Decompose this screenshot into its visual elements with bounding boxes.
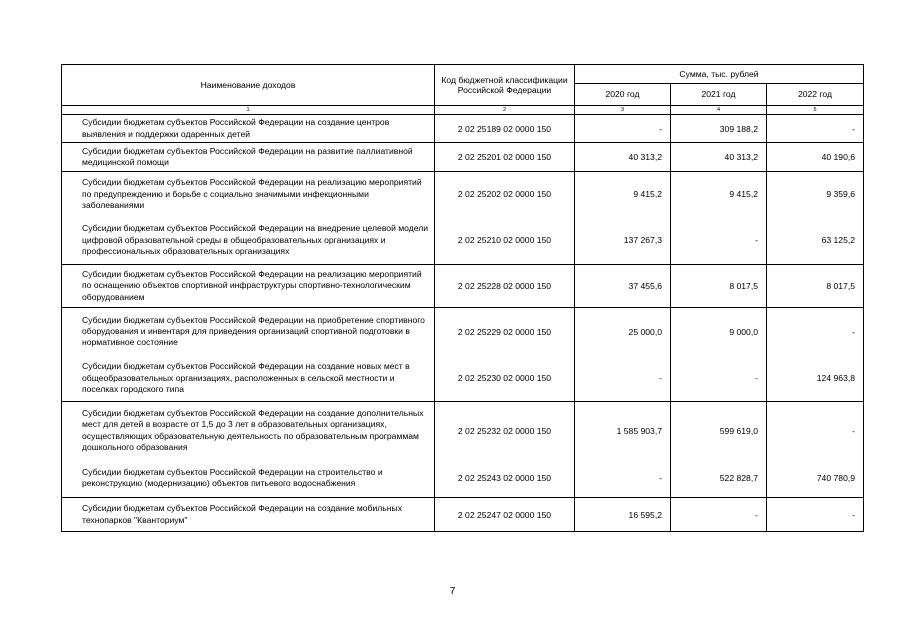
row-code: 2 02 25230 02 0000 150 [435, 356, 575, 402]
col-number-1: 1 [62, 106, 435, 115]
row-2021: - [671, 217, 767, 265]
row-2021: 522 828,7 [671, 460, 767, 498]
row-code: 2 02 25229 02 0000 150 [435, 308, 575, 356]
col-number-5: 5 [767, 106, 864, 115]
table-row [62, 115, 864, 143]
table-row [62, 356, 864, 402]
table-row [62, 265, 864, 308]
table-row [62, 143, 864, 172]
row-code: 2 02 25210 02 0000 150 [435, 217, 575, 265]
row-2020: 40 313,2 [575, 143, 671, 172]
header-name-col: Наименование доходов [62, 65, 435, 106]
row-2022: 63 125,2 [767, 217, 864, 265]
row-code: 2 02 25243 02 0000 150 [435, 460, 575, 498]
row-code: 2 02 25189 02 0000 150 [435, 115, 575, 143]
table-row [62, 460, 864, 498]
row-2022: - [767, 308, 864, 356]
row-2020: 25 000,0 [575, 308, 671, 356]
row-name: Субсидии бюджетам субъектов Российской Федерации на создание новых мест в общеобразовательных организациях, расположенных в сельской местности и поселках городского типа [62, 356, 435, 402]
row-2021: - [671, 356, 767, 402]
row-name: Субсидии бюджетам субъектов Российской Федерации на реализацию мероприятий по предупреждению и борьбе с социально значимыми инфекционными заболеваниями [62, 172, 435, 217]
header-row-top [62, 65, 864, 84]
row-name: Субсидии бюджетам субъектов Российской Федерации на строительство и реконструкцию (модернизацию) объектов питьевого водоснабжения [62, 460, 435, 498]
row-code: 2 02 25201 02 0000 150 [435, 143, 575, 172]
row-2020: 37 455,6 [575, 265, 671, 308]
row-name: Субсидии бюджетам субъектов Российской Федерации на приобретение спортивного оборудования и инвентаря для приведения организаций спортивной подготовки в нормативное состояние [62, 308, 435, 356]
row-name: Субсидии бюджетам субъектов Российской Федерации на развитие паллиативной медицинской помощи [62, 143, 435, 172]
row-2022: 9 359,6 [767, 172, 864, 217]
row-2020: 1 585 903,7 [575, 402, 671, 460]
row-2020: 137 267,3 [575, 217, 671, 265]
row-2021: 9 000,0 [671, 308, 767, 356]
header-year-2020: 2020 год [575, 84, 671, 106]
row-2021: 9 415,2 [671, 172, 767, 217]
table-row [62, 217, 864, 265]
row-2021: - [671, 498, 767, 532]
row-2020: 16 595,2 [575, 498, 671, 532]
row-code: 2 02 25228 02 0000 150 [435, 265, 575, 308]
col-number-2: 2 [435, 106, 575, 115]
column-number-row [62, 106, 864, 115]
header-code-col: Код бюджетной классификации Российской Федерации [435, 65, 575, 106]
page-number: 7 [449, 586, 456, 597]
table-row [62, 498, 864, 532]
row-2021: 599 619,0 [671, 402, 767, 460]
row-name: Субсидии бюджетам субъектов Российской Федерации на создание мобильных технопарков "Кванториум" [62, 498, 435, 532]
row-code: 2 02 25232 02 0000 150 [435, 402, 575, 460]
row-name: Субсидии бюджетам субъектов Российской Федерации на внедрение целевой модели цифровой образовательной среды в общеобразовательных организациях и профессиональных образовательных организациях [62, 217, 435, 265]
col-number-3: 3 [575, 106, 671, 115]
row-name: Субсидии бюджетам субъектов Российской Федерации на создание центров выявления и поддержки одаренных детей [62, 115, 435, 143]
header-sum-col: Сумма, тыс. рублей [575, 65, 864, 84]
row-2022: 40 190,6 [767, 143, 864, 172]
row-2021: 40 313,2 [671, 143, 767, 172]
header-year-2022: 2022 год [767, 84, 864, 106]
row-2022: 740 780,9 [767, 460, 864, 498]
row-code: 2 02 25247 02 0000 150 [435, 498, 575, 532]
row-2022: - [767, 115, 864, 143]
header-year-2021: 2021 год [671, 84, 767, 106]
row-name: Субсидии бюджетам субъектов Российской Федерации на создание дополнительных мест для детей в возрасте от 1,5 до 3 лет в образовательных организациях, осуществляющих образовательную деятельность по образовательным программам дошкольного образования [62, 402, 435, 460]
row-name: Субсидии бюджетам субъектов Российской Федерации на реализацию мероприятий по оснащению объектов спортивной инфраструктуры спортивно-технологическим оборудованием [62, 265, 435, 308]
col-number-4: 4 [671, 106, 767, 115]
row-2022: - [767, 498, 864, 532]
row-2020: 9 415,2 [575, 172, 671, 217]
table-row [62, 308, 864, 356]
row-2021: 8 017,5 [671, 265, 767, 308]
row-2020: - [575, 460, 671, 498]
row-2022: 124 963,8 [767, 356, 864, 402]
revenue-table [61, 64, 864, 532]
table-row [62, 402, 864, 460]
table-row [62, 172, 864, 217]
row-code: 2 02 25202 02 0000 150 [435, 172, 575, 217]
row-2022: - [767, 402, 864, 460]
row-2020: - [575, 356, 671, 402]
row-2022: 8 017,5 [767, 265, 864, 308]
row-2021: 309 188,2 [671, 115, 767, 143]
row-2020: - [575, 115, 671, 143]
